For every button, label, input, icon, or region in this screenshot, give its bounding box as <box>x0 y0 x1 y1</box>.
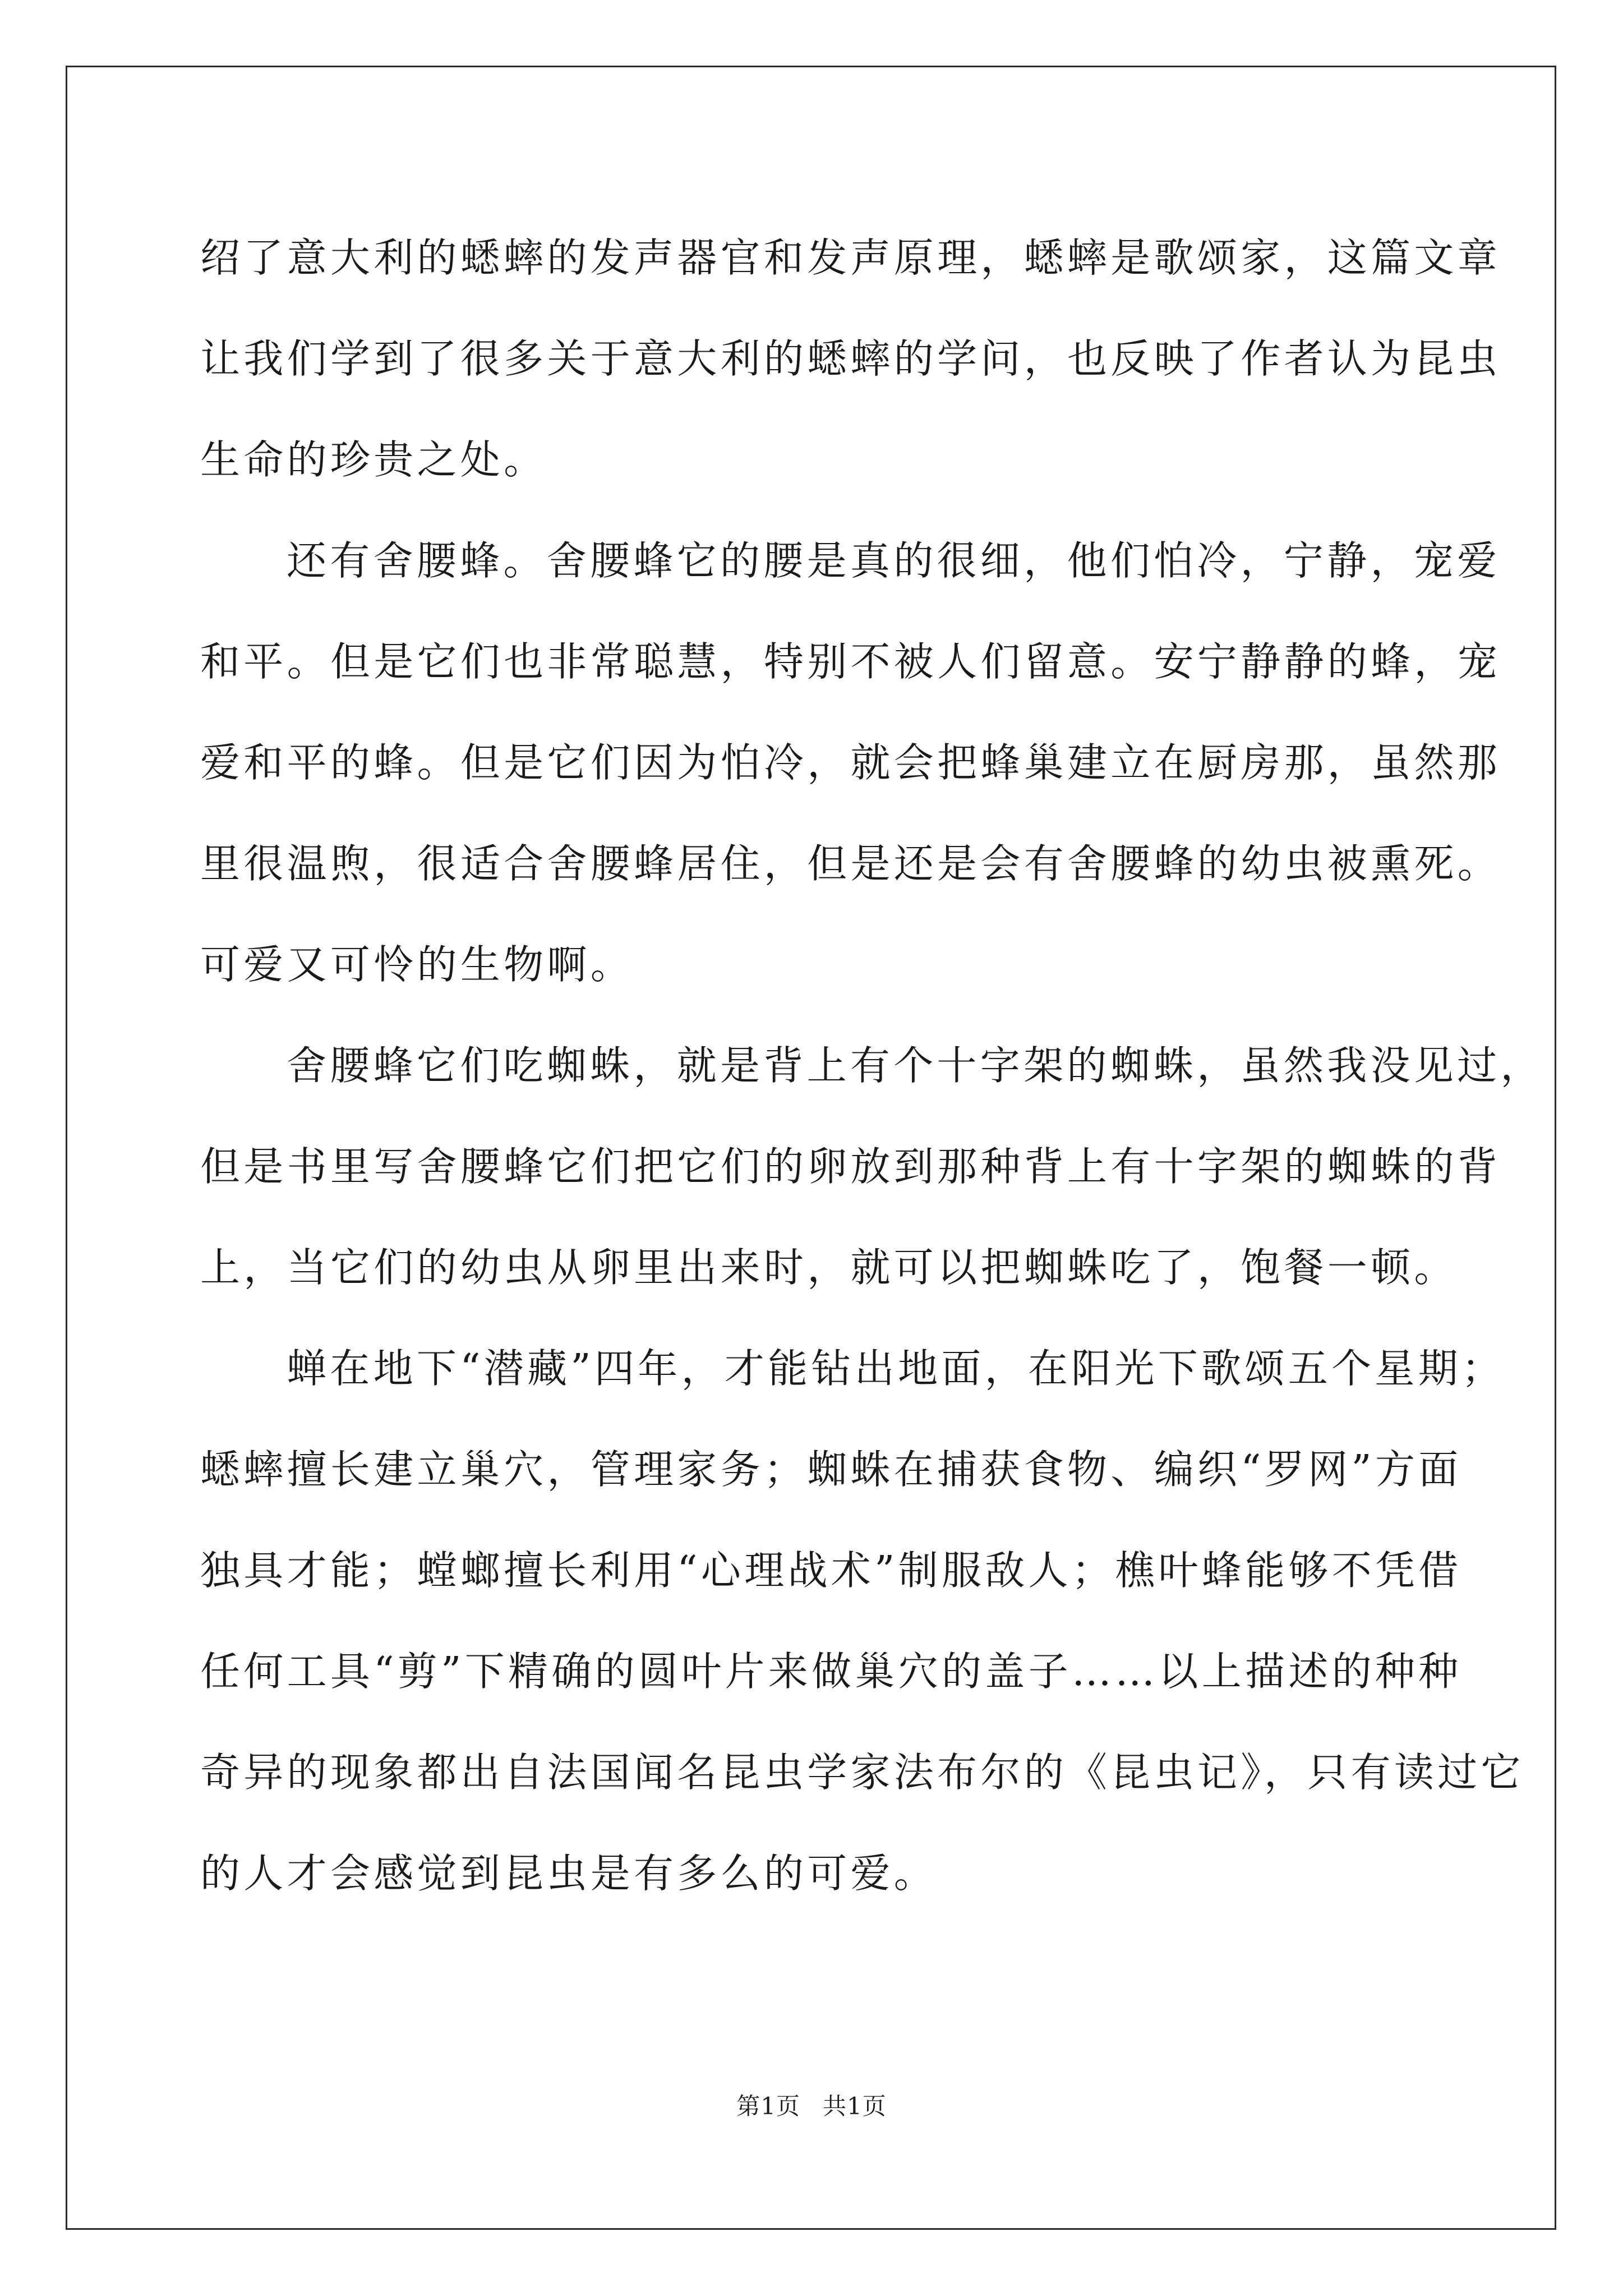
text-line: 绍了意大利的蟋蟀的发声器官和发声原理，蟋蟀是歌颂家，这篇文章 <box>200 234 1501 281</box>
text-line: 的人才会感觉到昆虫是有多么的可爱。 <box>200 1850 938 1897</box>
text-line: 爱和平的蜂。但是它们因为怕冷，就会把蜂巢建立在厨房那，虽然那 <box>200 739 1501 786</box>
page-number-total: 共1页 <box>823 2092 887 2120</box>
text-line: 蝉在地下“潜藏”四年，才能钻出地面，在阳光下歌颂五个星期； <box>287 1345 1505 1392</box>
paragraph-3 <box>200 1015 1544 1318</box>
text-line: 里很温煦，很适合舍腰蜂居住，但是还是会有舍腰蜂的幼虫被熏死。 <box>200 840 1501 887</box>
document-body <box>200 208 1544 1924</box>
text-line: 和平。但是它们也非常聪慧，特别不被人们留意。安宁静静的蜂，宠 <box>200 638 1501 685</box>
text-line: 蟋蟀擅长建立巢穴，管理家务；蜘蛛在捕获食物、编织“罗网”方面 <box>200 1446 1462 1493</box>
text-line: 上，当它们的幼虫从卵里出来时，就可以把蜘蛛吃了，饱餐一顿。 <box>200 1244 1458 1291</box>
text-line: 奇异的现象都出自法国闻名昆虫学家法布尔的《昆虫记》，只有读过它 <box>200 1749 1524 1796</box>
text-line: 还有舍腰蜂。舍腰蜂它的腰是真的很细，他们怕冷，宁静，宠爱 <box>287 537 1501 584</box>
paragraph-2 <box>200 510 1501 1015</box>
paragraph-4 <box>200 1318 1524 1924</box>
text-line: 独具才能；螳螂擅长利用“心理战术”制服敌人；樵叶蜂能够不凭借 <box>200 1547 1462 1594</box>
text-line: 生命的珍贵之处。 <box>200 436 547 483</box>
text-line: 但是书里写舍腰蜂它们把它们的卵放到那种背上有十字架的蜘蛛的背 <box>200 1143 1501 1190</box>
paragraph-1 <box>200 208 1501 510</box>
text-line: 让我们学到了很多关于意大利的蟋蟀的学问，也反映了作者认为昆虫 <box>200 335 1501 382</box>
text-line: 任何工具“剪”下精确的圆叶片来做巢穴的盖子……以上描述的种种 <box>200 1648 1462 1695</box>
page-number-current: 第1页 <box>736 2092 800 2120</box>
text-line: 舍腰蜂它们吃蜘蛛，就是背上有个十字架的蜘蛛，虽然我没见过， <box>287 1042 1544 1089</box>
text-line: 可爱又可怜的生物啊。 <box>200 941 634 988</box>
page-footer <box>0 2088 1623 2122</box>
